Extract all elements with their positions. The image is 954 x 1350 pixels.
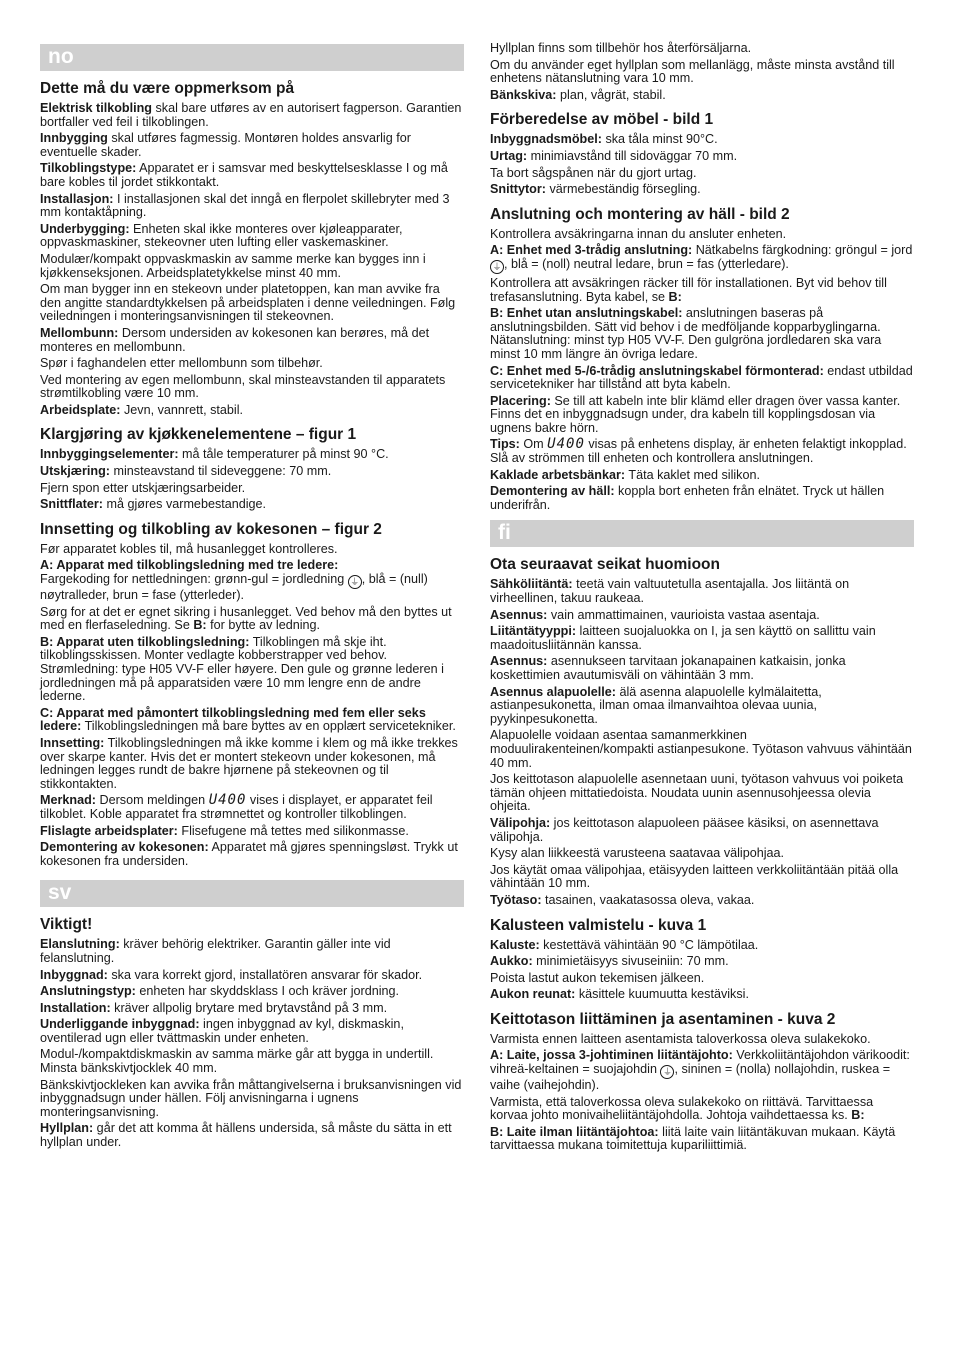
section-title: Viktigt! [40,916,93,934]
display-code-icon: U400 [208,792,247,809]
paragraph: Elanslutning: kräver behörig elektriker. Garantin gäller inte vid felanslutning. [40,937,391,965]
paragraph: Modul-/kompaktdiskmaskin av samma märke går att bygga in undertill. Minsta bänkskivtjocklek 40 mm. [40,1047,434,1076]
paragraph: Demontering av häll: koppla bort enheten från elnätet. Tryck ut hällen underifrån. [490,484,885,512]
paragraph: Aukon reunat: käsittele kuumuutta kestäviksi. [490,987,749,1002]
paragraph: A: Enhet med 3-trådig anslutning: Nätkabelns färgkodning: gröngul = jord ⏚ , blå = (noll) neutral ledare, brun = fas (ytterledare). [490,243,913,272]
paragraph: Sørg for at det er egnet sikring i husanlegget. Ved behov må den byttes ut med en flerfaseledning. Se B: for bytte av ledning. [40,604,452,633]
paragraph: Utskjæring: minsteavstand til sideveggene: 70 mm. [40,464,332,479]
paragraph: Urtag: minimiavstånd till sidoväggar 70 mm. [490,148,738,163]
paragraph: B: Laite ilman liitäntäjohtoa: liitä laite vain liitäntäkuvan mukaan. Käytä tarvittaessa mukana toimitettuja kupariliittimiä. [490,1124,896,1153]
paragraph: Inbyggnadsmöbel: ska tåla minst 90°C. [490,132,718,147]
lang-header-sv: sv [40,880,464,907]
paragraph: Asennus: asennukseen tarvitaan jokanapainen katkaisin, jonka koskettimien avautumisväli on vähintään 3 mm. [490,654,846,682]
paragraph: Modulær/kompakt oppvaskmaskin av samme merke kan bygges inn i kjøkkenseksjonen. Arbeidsplatetykkelse minst 40 mm. [40,251,426,280]
paragraph: Ta bort sågspånen när du gjort urtag. [490,165,697,180]
paragraph: Kaklade arbetsbänkar: Täta kaklet med silikon. [490,467,760,482]
paragraph: Asennus alapuolelle: älä asenna alapuolelle kylmälaitetta, astianpesukonetta, ilman omaa ilmanvaihtoa olevaa uunia, pyykinpesukonetta. [490,684,822,726]
paragraph: Kaluste: kestettävä vähintään 90 °C lämpötilaa. [490,937,759,952]
paragraph: Snittflater: må gjøres varmebestandige. [40,497,267,512]
paragraph: Varmista ennen laitteen asentamista taloverkossa oleva sulakekoko. [490,1031,871,1046]
paragraph: Tips: Om U400 visas på enhetens display, är enheten felaktigt inkopplad. Slå av strömmen till enheten och kontrollera anslutningen. [490,436,907,466]
right-column [490,42,914,1156]
paragraph: C: Enhet med 5-/6-trådig anslutningskabel förmonterad: endast utbildad servicetekniker har tillstånd att byta kabeln. [490,363,913,392]
paragraph: Ved montering av egen mellombunn, skal minsteavstanden til apparatets strømtilkobling være 10 mm. [40,372,446,401]
paragraph: Kontrollera avsäkringarna innan du ansluter enheten. [490,226,787,241]
paragraph: Innbyggingselementer: må tåle temperaturer på minst 90 °C. [40,447,389,462]
paragraph: Arbeidsplate: Jevn, vannrett, stabil. [40,402,243,417]
section-title: Kalusteen valmistelu - kuva 1 [490,916,707,934]
paragraph: Om du använder eget hyllplan som mellanlägg, måste minsta avstånd till enhetens nätanslutning vara 10 mm. [490,57,895,86]
paragraph: A: Apparat med tilkoblingsledning med tre ledere: Fargekoding for nettledningen: grønn-gul = jordledning ⏚ , blå = (null) nøytralleder, brun = fase (ytterleder). [40,558,428,603]
paragraph: Hyllplan finns som tillbehör hos återförsäljarna. [490,41,752,55]
paragraph: B: Apparat uten tilkoblingsledning: Tilkoblingen må skje iht. tilkoblingsskissen. Monter vedlagte kobberstrapper ved behov. Strømledning: type H05 VV-F eller høyere. Den gule og grønne lederen i jordledningen må på apparatsiden være 10 mm lengre enn de andre lederne. [40,634,444,704]
section-title: Innsetting og tilkobling av kokesonen – figur 2 [40,520,382,538]
paragraph: Jos käytät omaa välipohjaa, etäisyyden laitteen verkkoliitäntään pitää olla vähintään 10 mm. [490,862,899,891]
paragraph: Tilkoblingstype: Apparatet er i samsvar med beskyttelsesklasse I og må bare kobles til jordet stikkontakt. [40,161,448,189]
paragraph: A: Laite, jossa 3-johtiminen liitäntäjohto: Verkkoliitäntäjohdon värikoodit: vihreä-keltainen = suojajohdin ⏚ , sininen = (nolla) nollajohdin, ruskea = vaihe (vaihejohdin). [490,1048,910,1093]
paragraph: Fjern spon etter utskjæringsarbeider. [40,480,246,495]
section-title: Ota seuraavat seikat huomioon [490,556,720,574]
paragraph: Inbyggnad: ska vara korrekt gjord, installatören ansvarar för skador. [40,967,423,982]
section-title: Anslutning och montering av häll - bild 2 [490,205,790,223]
paragraph: B: Enhet utan anslutningskabel: anslutningen baseras på anslutningsbilden. Sätt vid behov i de medföljande kopparbyglingarna. Nätanslutning: minst typ H05 VV-F. Den gulgröna jordledaren ska vara minst 10 mm längre än övriga ledare. [490,306,882,361]
ground-symbol-icon: ⏚ [660,1065,674,1079]
section-title: Förberedelse av möbel - bild 1 [490,111,714,129]
paragraph: Bänkskivtjockleken kan avvika från måttangivelserna i bruksanvisningen vid inbyggnadsugn under hällen. Följ anvisningarna i ugnens monteringsanvisning. [40,1077,462,1119]
paragraph: C: Apparat med påmontert tilkoblingsledning med fem eller seks ledere: Tilkoblingsledningen må bare byttes av en opplært servicetekniker. [40,705,456,734]
paragraph: Spør i faghandelen etter mellombunn som tilbehør. [40,356,323,371]
paragraph: Før apparatet kobles til, må husanlegget kontrolleres. [40,541,338,556]
section-title: Klargjøring av kjøkkenelementene – figur 1 [40,426,357,444]
paragraph: Underliggande inbyggnad: ingen inbyggnad av kyl, diskmaskin, oventilerad ugn eller tvättmaskin under enheten. [40,1017,404,1045]
paragraph: Bänkskiva: plan, vågrät, stabil. [490,87,666,102]
lang-header-fi: fi [490,520,914,547]
section-title: Keittotason liittäminen ja asentaminen - kuva 2 [490,1010,836,1028]
lang-header-no: no [40,44,464,71]
paragraph: Elektrisk tilkobling skal bare utføres av en autorisert fagperson. Garantien bortfaller ved feil i tilkoblingen. [40,101,462,129]
paragraph: Aukko: minimietäisyys sivuseiniin: 70 mm. [490,954,729,969]
paragraph: Om man bygger inn en stekeovn under platetoppen, kan man avvike fra den angitte standardtykkelsen på arbeidsplaten i denne veiledningen. Følg veiledningen i monteringsanvisningen til stekeovnen. [40,282,456,324]
paragraph: Flislagte arbeidsplater: Flisefugene må tettes med silikonmasse. [40,823,409,838]
paragraph: Underbygging: Enheten skal ikke monteres over kjøleapparater, oppvaskmaskiner, stekeovner uten lufting eller vaskemaskiner. [40,221,403,250]
paragraph: Mellombunn: Dersom undersiden av kokesonen kan berøres, må det monteres en mellombunn. [40,325,430,354]
paragraph: Alapuolelle voidaan asentaa samanmerkkinen moduulirakenteinen/kompakti astianpesukone. Työtason vahvuus vähintään 40 mm. [490,728,912,770]
paragraph: Asennus: vain ammattimainen, vaurioista vastaa asentaja. [490,607,820,622]
paragraph: Välipohja: jos keittotason alapuoleen pääsee käsiksi, on asennettava välipohja. [490,815,879,844]
paragraph: Innbygging skal utføres fagmessig. Montøren holdes ansvarlig for eventuelle skader. [40,131,411,159]
paragraph: Sähköliitäntä: teetä vain valtuutetulla asentajalla. Jos liitäntä on virheellinen, takuu raukeaa. [490,577,850,606]
paragraph: Kontrollera att avsäkringen räcker till för installationen. Byt vid behov till trefasanslutning. Byta kabel, se B: [490,275,887,304]
paragraph: Kysy alan liikkeestä varusteena saatavaa välipohjaa. [490,846,785,861]
paragraph: Installasjon: I installasjonen skal det inngå en flerpolet skillebryter med 3 mm kontaktåpning. [40,191,450,220]
paragraph: Poista lastut aukon tekemisen jälkeen. [490,970,705,985]
paragraph: Demontering av kokesonen: Apparatet må gjøres spenningsløst. Trykk ut kokesonen fra undersiden. [40,840,458,868]
paragraph: Anslutningstyp: enheten har skyddsklass I och kräver jordning. [40,984,400,999]
ground-symbol-icon: ⏚ [348,575,362,589]
paragraph: Installation: kräver allpolig brytare med brytavstånd på 3 mm. [40,1000,388,1015]
ground-symbol-icon: ⏚ [490,260,504,274]
section-title: Dette må du være oppmerksom på [40,80,295,97]
paragraph: Innsetting: Tilkoblingsledningen må ikke komme i klem og må ikke trekkes over skarpe kanter. Hvis det er montert stekeovn under kokesonen, må ledningen legges rundt de bakre hjørnene på stekeovnen og til stikkontakten. [40,735,458,791]
paragraph: Snittytor: värmebeständig försegling. [490,182,701,197]
paragraph: Varmista, että taloverkossa oleva sulakekoko on riittävä. Tarvittaessa korvaa johto monivaiheliitäntäjohdolla. Johtoja vaihdettaessa ks. B: [490,1094,874,1123]
paragraph: Hyllplan: går det att komma åt hällens undersida, så måste du sätta in ett hyllplan under. [40,1121,452,1150]
paragraph: Placering: Se till att kabeln inte blir klämd eller dragen över vassa kanter. Finns det en inbyggnadsugn under, dra kabeln till kopplingsdosan via ugnens bakre hörn. [490,393,901,435]
left-column [40,42,464,1153]
paragraph: Jos keittotason alapuolelle asennetaan uuni, työtason vahvuus voi poiketa tämän ohjeen mittatiedoista. Noudata uunin asennusohjeessa olevia ohjeita. [490,772,904,814]
display-code-icon: U400 [547,436,585,453]
paragraph: Työtaso: tasainen, vaakatasossa oleva, vakaa. [490,892,755,907]
paragraph: Merknad: Dersom meldingen U400 vises i displayet, er apparatet feil tilkoblet. Koble apparatet fra strømnettet og kontroller tilkoblingen. [40,792,433,821]
paragraph: Liitäntätyyppi: laitteen suojaluokka on I, ja sen käyttö on sallittu vain maadoitusliitännän kanssa. [490,624,876,652]
